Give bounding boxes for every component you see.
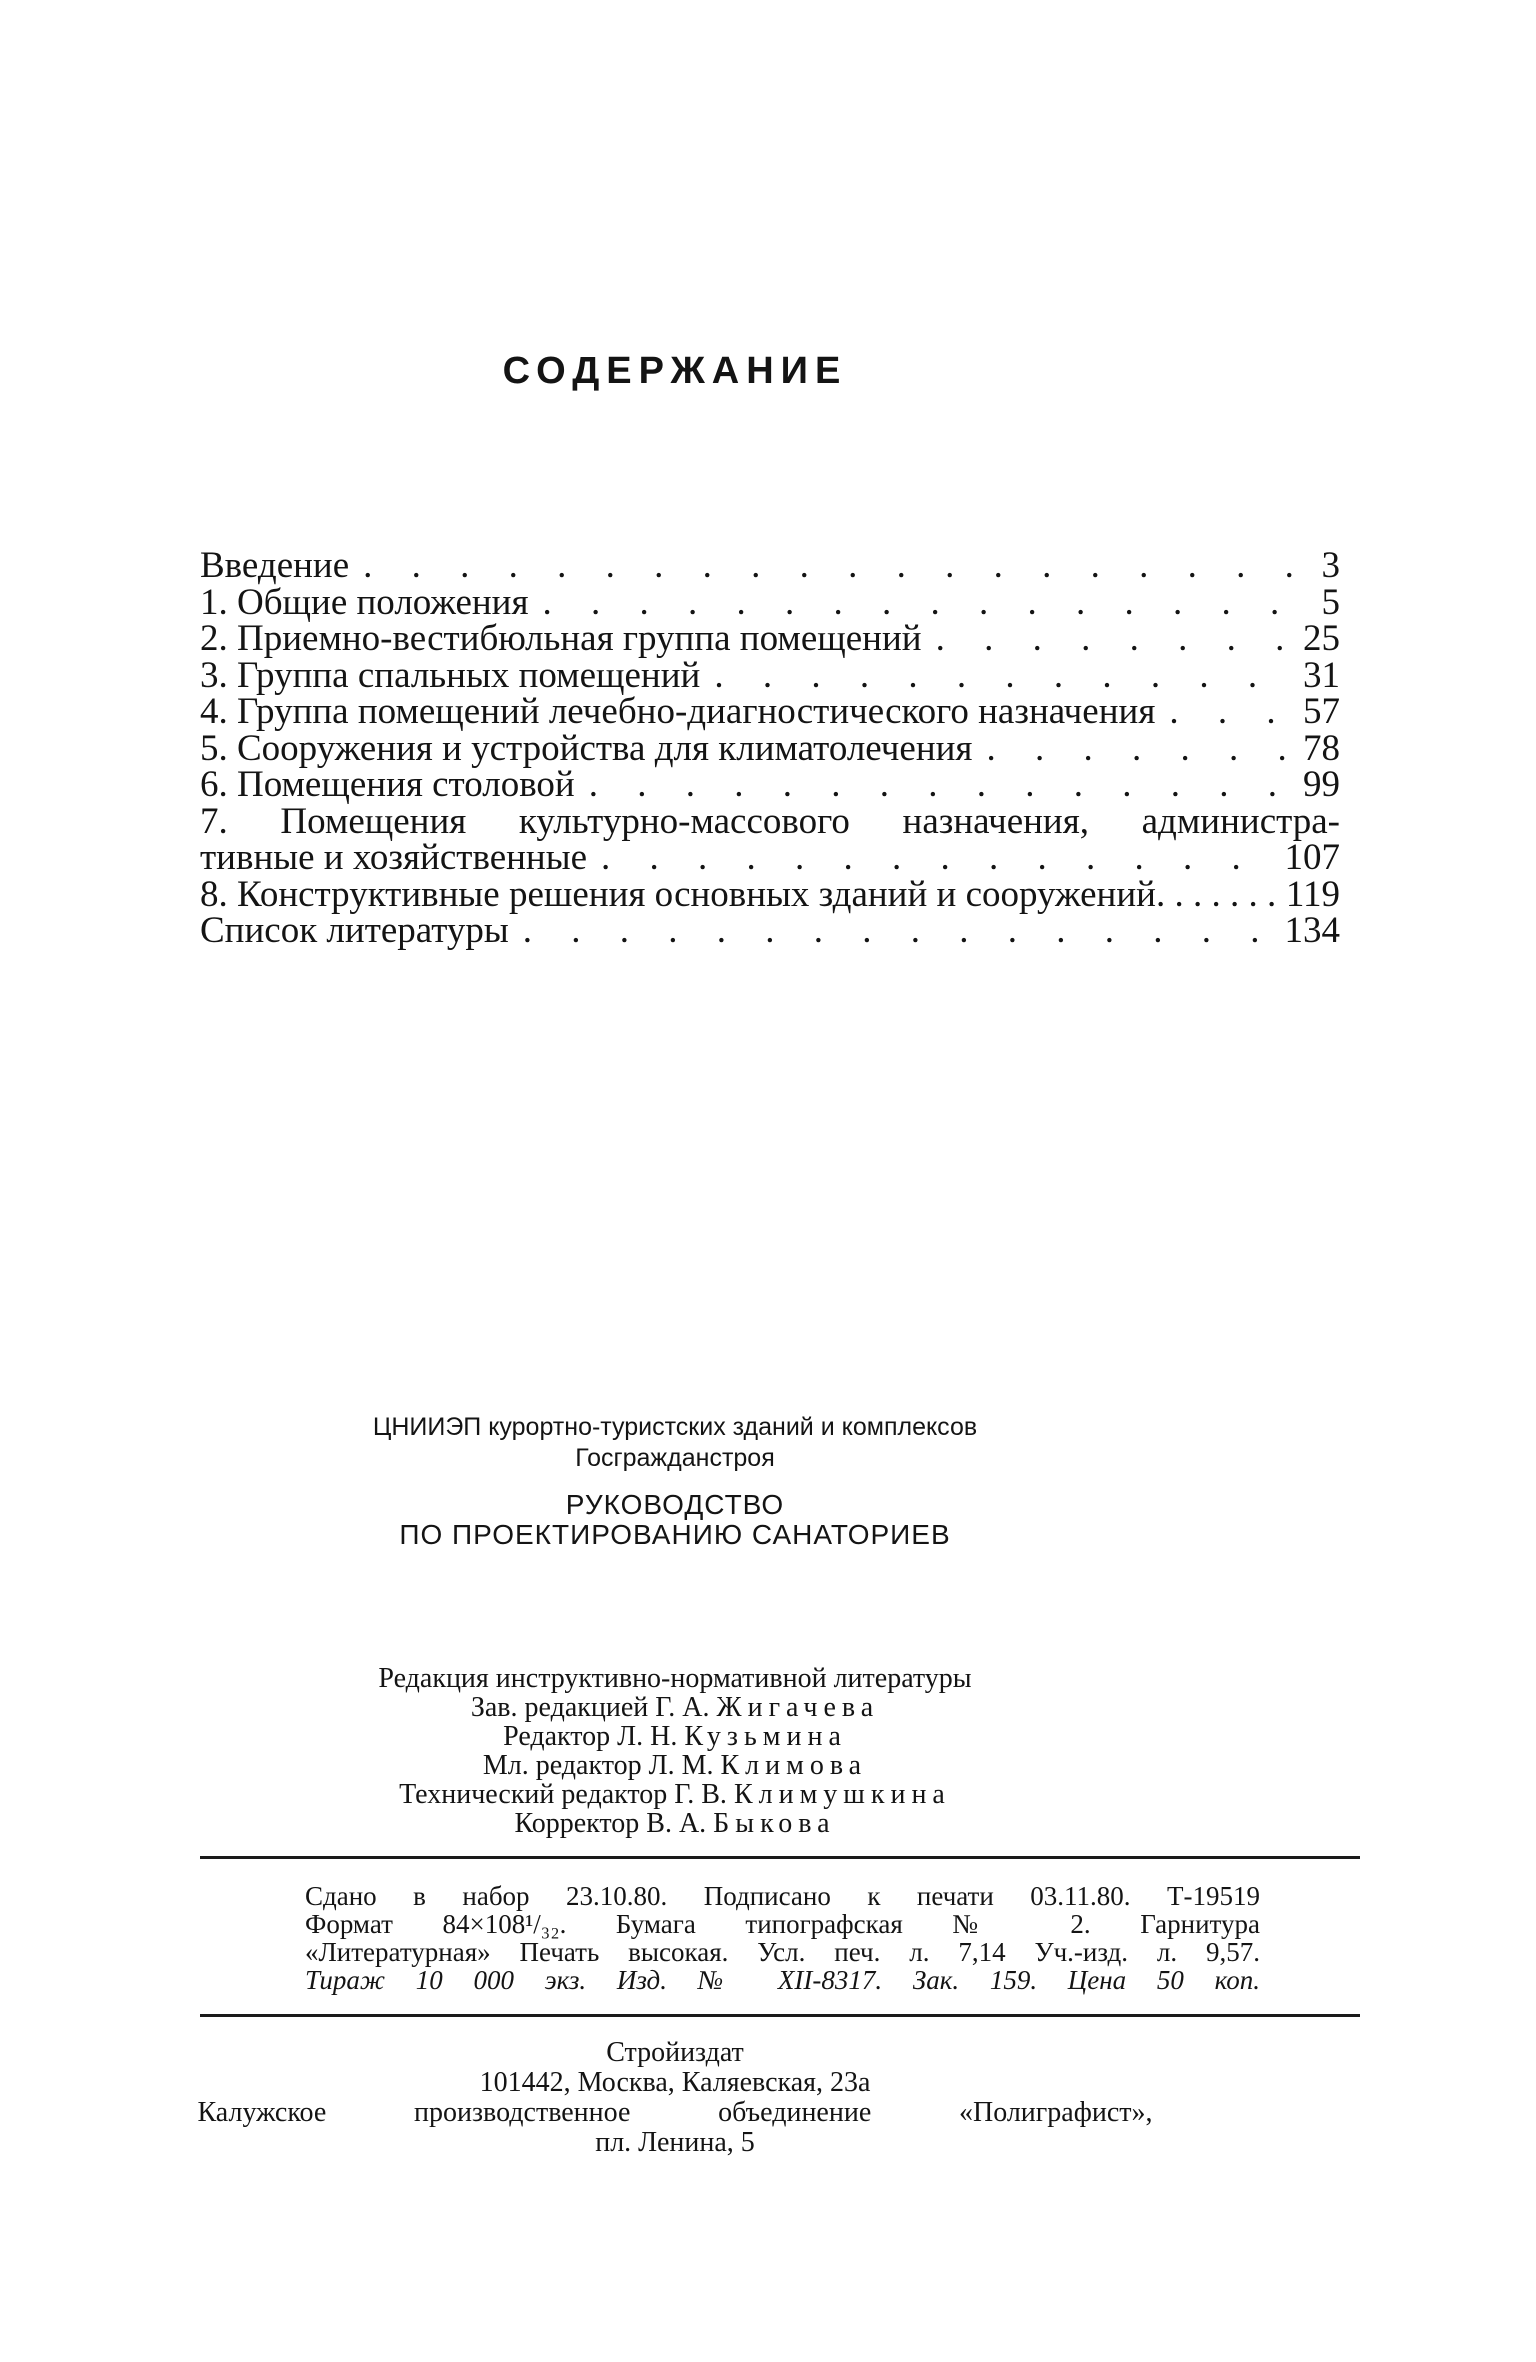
toc-leader-dots <box>1156 877 1280 914</box>
toc-entry-label-line1: 7. Помещения культурно-массового назначения, администра- <box>200 800 1340 842</box>
toc-leader-dots <box>349 548 1294 585</box>
toc-entry-label: тивные и хозяйственные <box>200 837 588 878</box>
toc-entry-label: Список литературы <box>200 910 509 951</box>
toc-entry-label: 3. Группа спальных помещений <box>200 654 701 696</box>
publisher-address: 101442, Москва, Каляевская, 23а <box>479 2067 871 2098</box>
toc-entry-label: 2. Приемно-вестибюльная группа помещений <box>200 618 922 659</box>
publisher-name: Стройиздат <box>606 2037 744 2068</box>
toc-entry <box>200 581 1340 623</box>
credit-name: Жигачева <box>716 1692 880 1723</box>
publisher-agency: Госгражданстроя <box>575 1444 775 1472</box>
toc-entry-page: 99 <box>1303 764 1340 805</box>
toc-entry-label: 8. Конструктивные решения основных зданий и сооружений <box>200 873 1156 915</box>
toc-leader-dots <box>509 913 1279 950</box>
credits-block <box>0 1664 1350 1838</box>
credit-line <box>0 1693 1350 1722</box>
toc-entry <box>200 545 1340 586</box>
credit-role: Мл. редактор Л. М. <box>482 1750 714 1781</box>
toc-entry-page: 25 <box>1303 618 1340 659</box>
imprint-line: Тираж 10 000 экз. Изд. № XII-8317. Зак. 159. Цена 50 коп. <box>305 1965 1260 1995</box>
toc-entry-page: 107 <box>1284 837 1340 878</box>
toc-entry <box>200 764 1340 805</box>
publisher-institute: ЦНИИЭП курортно-туристских зданий и комплексов <box>372 1413 978 1441</box>
printer-address: пл. Ленина, 5 <box>595 2127 755 2158</box>
toc-entry-page: 119 <box>1285 873 1340 915</box>
credit-line <box>0 1722 1350 1751</box>
divider <box>200 1856 1360 1859</box>
toc-entry-label: 6. Помещения столовой <box>200 764 575 805</box>
credit-line <box>0 1780 1350 1809</box>
print-imprint <box>305 1882 1260 1994</box>
book-title-line2: ПО ПРОЕКТИРОВАНИЮ САНАТОРИЕВ <box>399 1519 951 1550</box>
credit-role: Редактор Л. Н. <box>503 1721 678 1752</box>
toc-entry <box>200 654 1340 696</box>
toc-entry-page: 31 <box>1303 654 1340 696</box>
toc-entry <box>200 727 1340 769</box>
toc-leader-dots <box>1155 694 1294 731</box>
credit-line <box>0 1751 1350 1780</box>
toc-entry <box>200 618 1340 659</box>
publisher-block <box>0 1412 1350 1474</box>
credit-name: Быкова <box>713 1808 836 1839</box>
toc-entry <box>200 691 1340 732</box>
toc-leader-dots <box>528 585 1294 622</box>
toc-leader-dots <box>587 840 1278 877</box>
toc-entry <box>200 837 1340 878</box>
toc-entry-label: 4. Группа помещений лечебно-диагностического назначения <box>200 691 1156 732</box>
credit-name: Климова <box>720 1750 868 1781</box>
toc-entry-page: 5 <box>1321 581 1340 623</box>
toc-leader-dots <box>575 767 1294 804</box>
editorial-office: Редакция инструктивно-нормативной литературы <box>378 1663 972 1694</box>
imprint-line: Формат 84×108¹/₃₂. Бумага типографская № 2. Гарнитура <box>305 1909 1260 1939</box>
credit-name: Кузьмина <box>684 1721 847 1752</box>
book-title-line1: РУКОВОДСТВО <box>565 1489 785 1520</box>
credit-role: Зав. редакцией Г. А. <box>470 1692 710 1723</box>
toc-leader-dots <box>972 731 1294 768</box>
page-title: СОДЕРЖАНИЕ <box>502 350 848 392</box>
toc-entry-page: 134 <box>1284 910 1340 951</box>
printer-name: Калужское производственное объединение «Полиграфист», <box>197 2097 1153 2128</box>
toc-entry-page: 57 <box>1303 691 1340 732</box>
toc-entry-label: 1. Общие положения <box>200 581 529 623</box>
credit-name: Климушкина <box>733 1779 951 1810</box>
toc-entry-label: Введение <box>200 545 350 586</box>
toc-leader-dots <box>700 658 1294 695</box>
toc-leader-dots <box>922 621 1294 658</box>
table-of-contents <box>200 545 1340 951</box>
imprint-line: Сдано в набор 23.10.80. Подписано к печати 03.11.80. Т-19519 <box>305 1881 1260 1911</box>
book-title <box>0 1490 1350 1550</box>
toc-entry <box>200 910 1340 951</box>
toc-entry-page: 3 <box>1321 545 1340 586</box>
divider <box>200 2014 1360 2017</box>
toc-entry-label: 5. Сооружения и устройства для климатолечения <box>200 727 973 769</box>
footer-block <box>0 2038 1350 2158</box>
credit-line <box>0 1809 1350 1838</box>
toc-entry-page: 78 <box>1303 727 1340 769</box>
credit-role: Корректор В. А. <box>514 1808 707 1839</box>
toc-entry <box>200 873 1340 915</box>
imprint-line: «Литературная» Печать высокая. Усл. печ. л. 7,14 Уч.-изд. л. 9,57. <box>305 1937 1260 1967</box>
credit-role: Технический редактор Г. В. <box>399 1779 727 1810</box>
